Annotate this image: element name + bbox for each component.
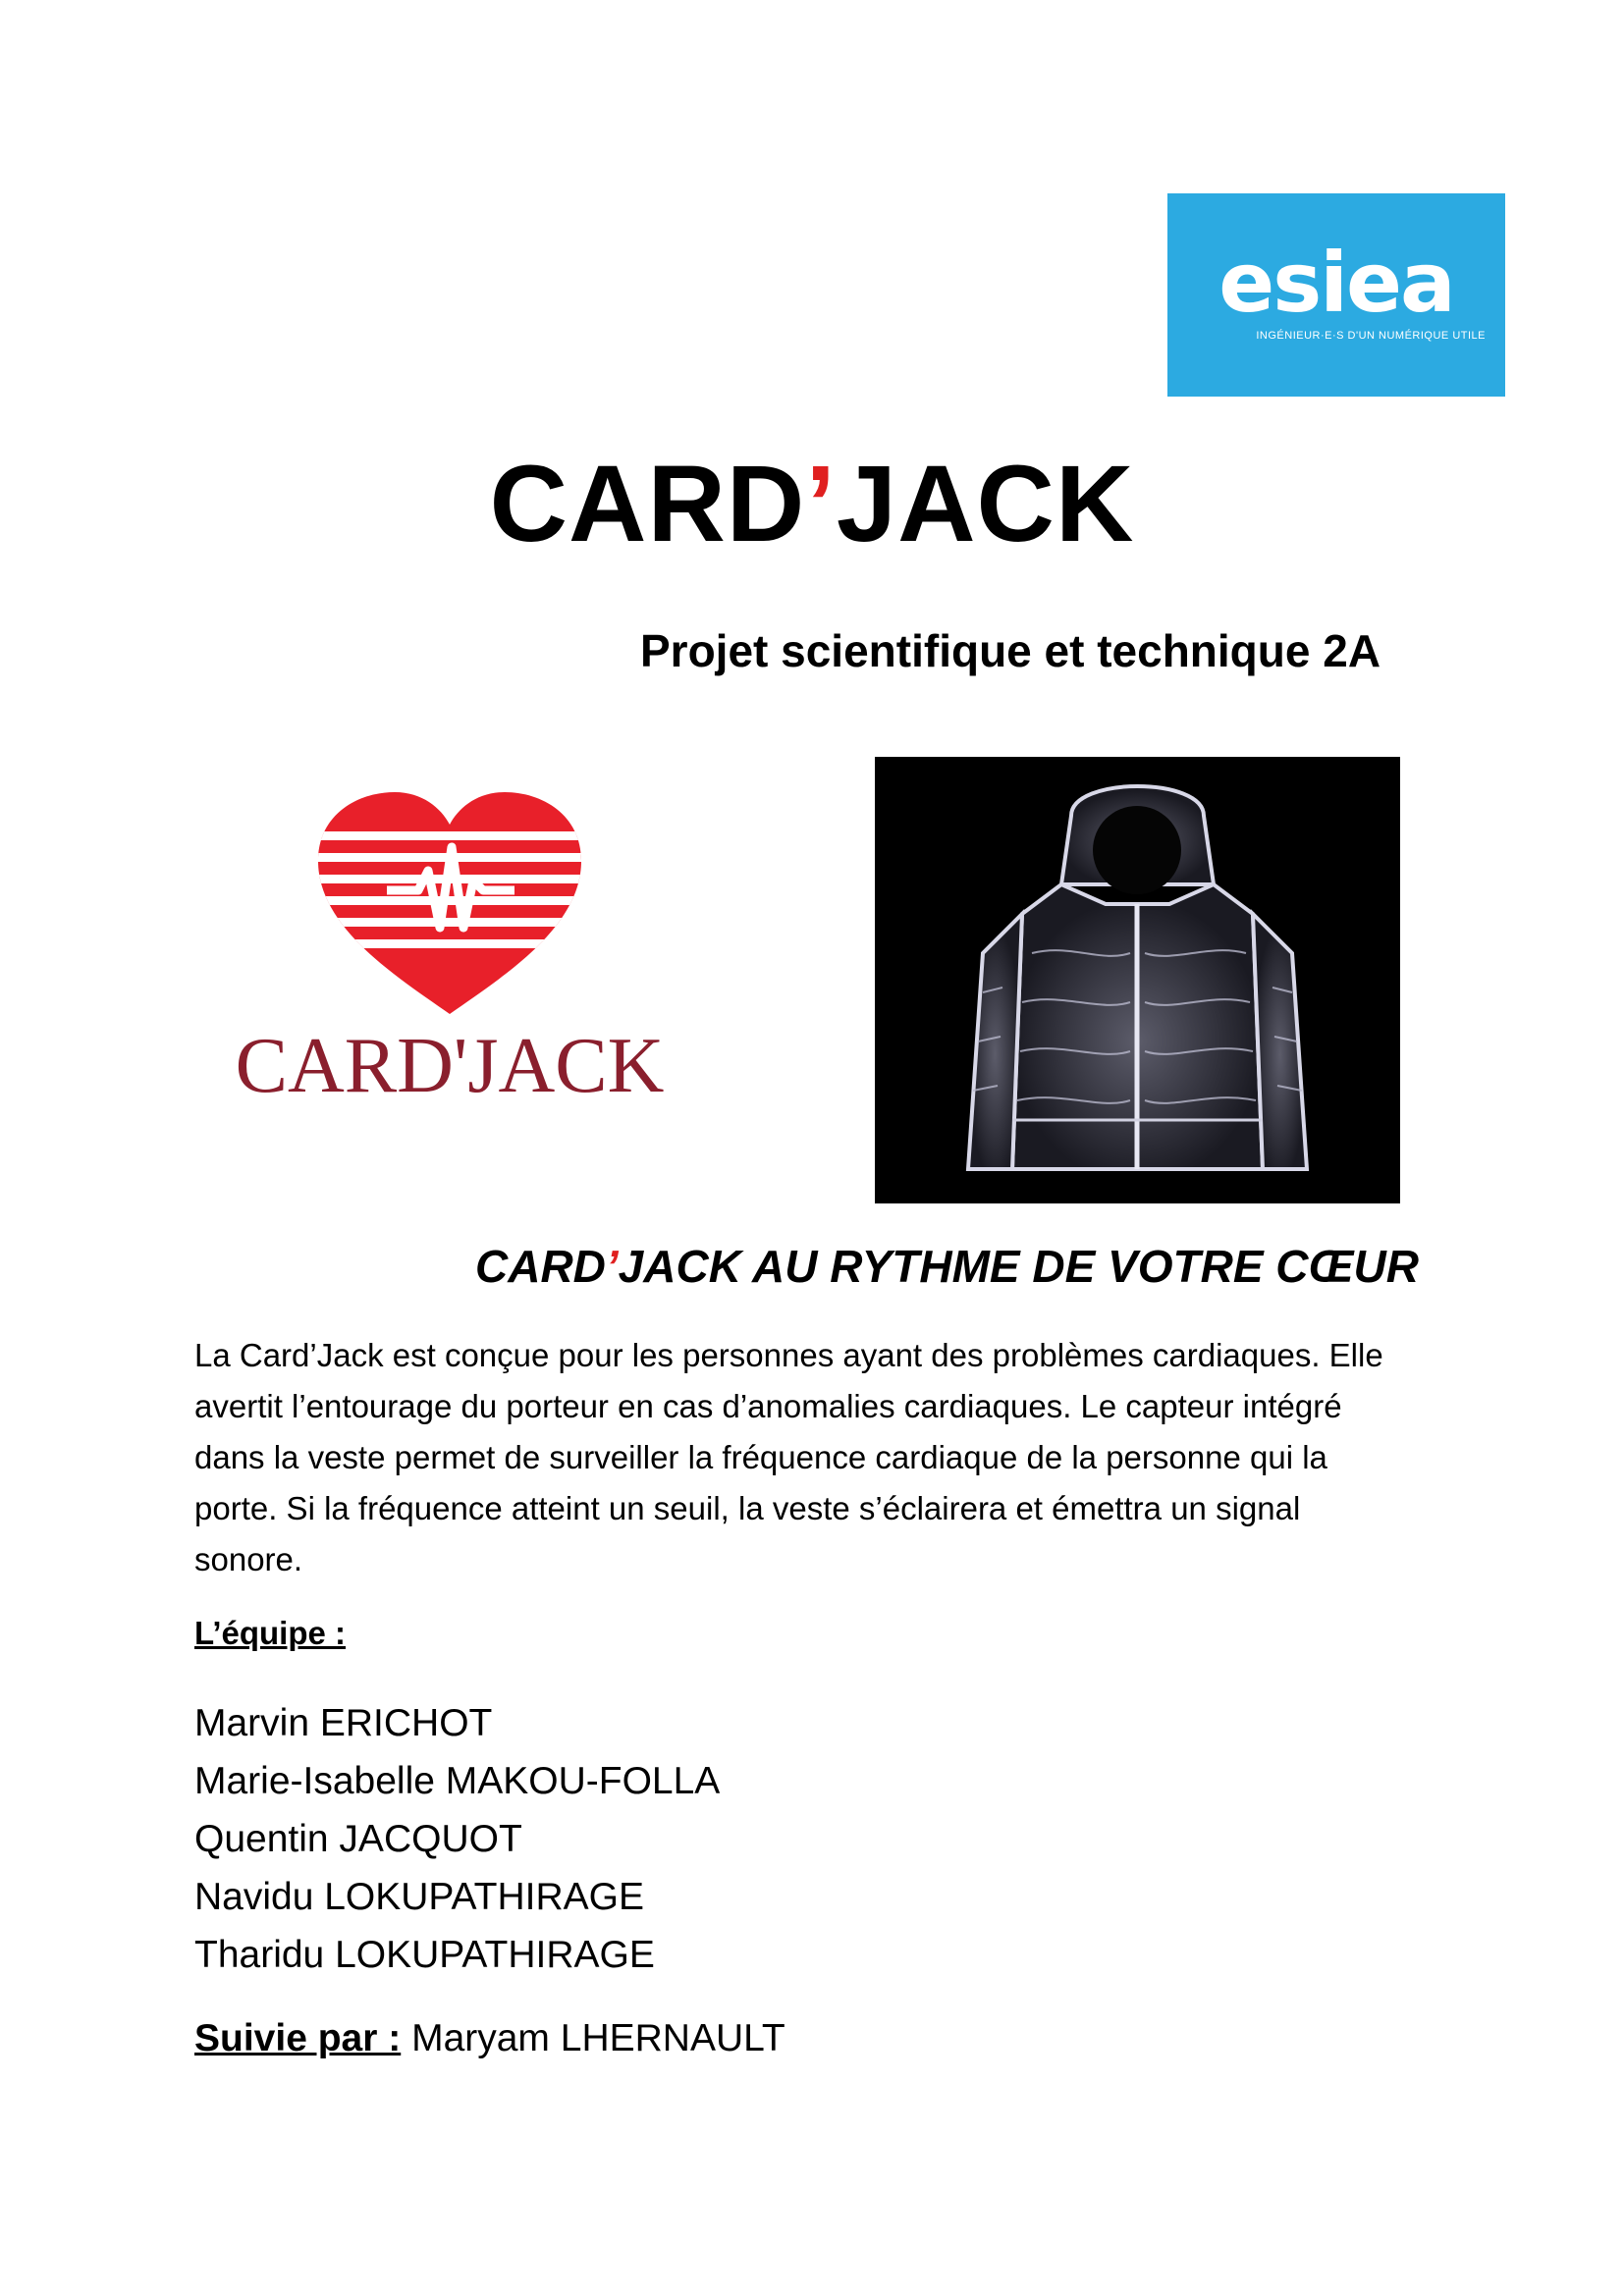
esiea-logo [1167,193,1505,397]
slogan-apostrophe: ’ [605,1241,619,1292]
title-apostrophe: ’ [805,444,837,564]
esiea-logo-tagline: INGÉNIEUR·E·S D'UN NUMÉRIQUE UTILE [1256,330,1486,342]
supervisor-line [194,2017,785,2060]
title-part2: JACK [836,444,1135,564]
cardjack-heart-logo [200,780,699,1153]
jacket-image [875,757,1400,1203]
supervisor-label: Suivie par : [194,2017,402,2059]
team-member: Marie-Isabelle MAKOU-FOLLA [194,1760,721,1802]
supervisor-name: Maryam LHERNAULT [411,2017,785,2059]
glowing-jacket-photo [875,757,1400,1203]
team-member: Marvin ERICHOT [194,1702,493,1744]
document-subtitle: Projet scientifique et technique 2A [640,625,1381,676]
team-list [194,1694,720,1984]
team-member: Tharidu LOKUPATHIRAGE [194,1934,655,1976]
slogan-part1: CARD [475,1241,606,1292]
esiea-logo-word: esiea [1218,235,1454,331]
slogan-part2: JACK AU RYTHME DE VOTRE CŒUR [618,1241,1419,1292]
slogan [475,1240,1419,1293]
document-title [0,442,1624,566]
description-paragraph: La Card’Jack est conçue pour les personnes ayant des problèmes cardiaques. Elle avertit l’entourage du porteur en cas d’anomalies cardiaques. Le capteur intégré dans la veste permet de surveiller la fréquence cardiaque de la personne qui la porte. Si la fréquence atteint un seuil, la veste s’éclairera et émettra un signal sonore. [194,1337,1383,1577]
heart-icon [200,780,699,1026]
team-member: Navidu LOKUPATHIRAGE [194,1876,645,1918]
team-member: Quentin JACQUOT [194,1818,522,1860]
heart-logo-label: CARD'JACK [235,1023,665,1109]
title-part1: CARD [489,444,806,564]
team-heading: L’équipe : [194,1615,347,1651]
